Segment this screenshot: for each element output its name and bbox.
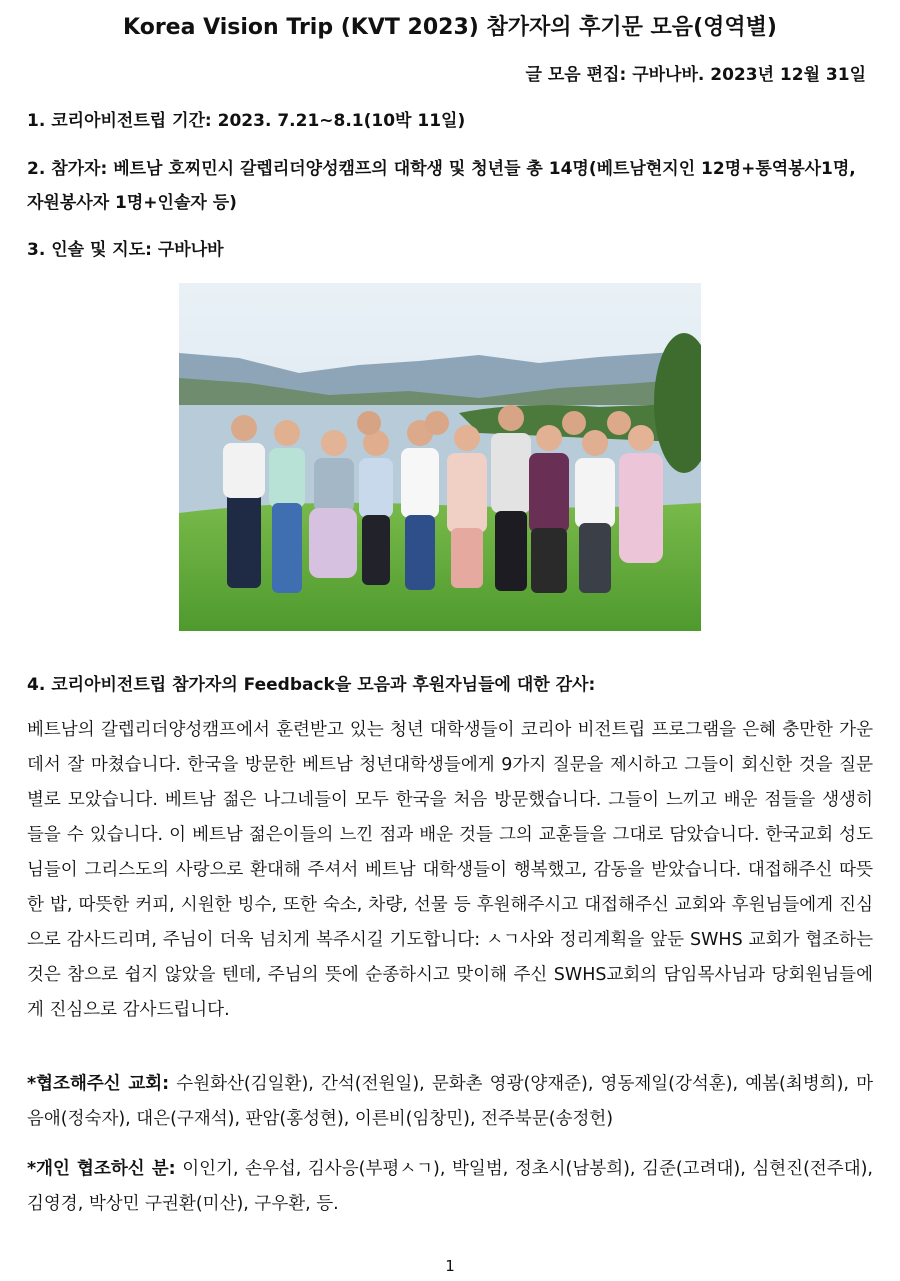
- individuals-text: 이인기, 손우섭, 김사응(부평ㅅㄱ), 박일범, 정초시(남봉희), 김준(고려대), 심현진(전주대), 김영경, 박상민 구권환(미산), 구우환, 등.: [27, 1159, 873, 1214]
- item-leader: 3. 인솔 및 지도: 구바나바: [27, 240, 224, 260]
- individuals-list: [27, 1152, 873, 1222]
- page-number: 1: [445, 1257, 455, 1275]
- churches-label: *협조해주신 교회:: [27, 1074, 170, 1094]
- item-feedback-heading: 4. 코리아비전트립 참가자의 Feedback을 모음과 후원자님들에 대한 감사:: [27, 675, 596, 695]
- editor-line: 글 모음 편집: 구바나바. 2023년 12월 31일: [525, 65, 866, 85]
- churches-text: 수원화산(김일환), 간석(전원일), 문화촌 영광(양재준), 영동제일(강석훈), 예봄(최병희), 마음애(정숙자), 대은(구재석), 판암(홍성현), 이른비(임창민), 전주북문(송정헌): [27, 1074, 874, 1129]
- item-period: 1. 코리아비전트립 기간: 2023. 7.21~8.1(10박 11일): [27, 111, 466, 131]
- item-participants: 2. 참가자: 베트남 호찌민시 갈렙리더양성캠프의 대학생 및 청년들 총 14명(베트남현지인 12명+통역봉사1명, 자원봉사자 1명+인솔자 등): [27, 159, 856, 213]
- individuals-label: *개인 협조하신 분:: [27, 1159, 176, 1179]
- document-title: Korea Vision Trip (KVT 2023) 참가자의 후기문 모음(영역별): [123, 15, 777, 40]
- group-photo: [179, 283, 701, 631]
- body-paragraph: 베트남의 갈렙리더양성캠프에서 훈련받고 있는 청년 대학생들이 코리아 비전트립 프로그램을 은혜 충만한 가운데서 잘 마쳤습니다. 한국을 방문한 베트남 청년대학생들에게 9가지 질문을 제시하고 그들이 회신한 것을 질문별로 모았습니다. 베트남 젊은 나그네들이 모두 한국을 처음 방문했습니다. 그들이 느끼고 배운 점들을 생생히 들을 수 있습니다. 이 베트남 젊은이들의 느낀 점과 배운 것들 그의 교훈들을 그대로 담았습니다. 한국교회 성도님들이 그리스도의 사랑으로 환대해 주셔서 베트남 대학생들이 행복했고, 감동을 받았습니다. 대접해주신 따뜻한 밥, 따뜻한 커피, 시원한 빙수, 또한 숙소, 차량, 선물 등 후원해주시고 대접해주신 교회와 후원님들에게 진심으로 감사드리며, 주님이 더욱 넘치게 복주시길 기도합니다: ㅅㄱ사와 정리계획을 앞둔 SWHS 교회가 협조하는 것은 참으로 쉽지 않았을 텐데, 주님의 뜻에 순종하시고 맞이해 주신 SWHS교회의 담임목사님과 당회원님들에게 진심으로 감사드립니다.: [27, 720, 873, 1020]
- churches-list: [27, 1067, 873, 1137]
